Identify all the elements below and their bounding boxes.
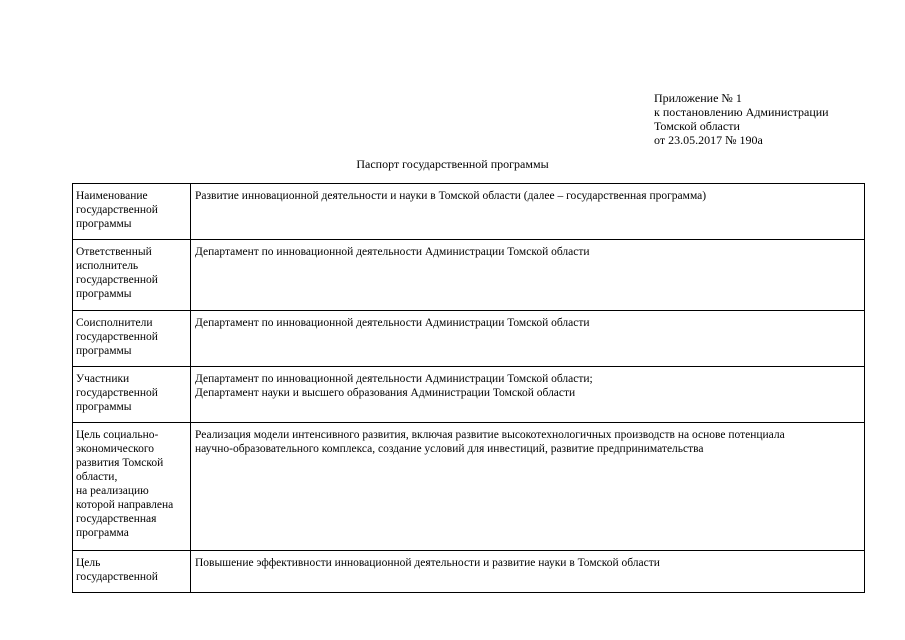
label-line: на реализацию — [76, 485, 149, 497]
label-line: развития Томской — [76, 457, 164, 469]
appendix-line: к постановлению Администрации — [654, 105, 829, 119]
appendix-line: Приложение № 1 — [654, 91, 742, 105]
row-label — [73, 423, 191, 551]
value-line: Департамент по инновационной деятельности Администрации Томской области — [195, 246, 590, 258]
table-row — [73, 423, 865, 551]
label-line: исполнитель — [76, 260, 139, 272]
row-value — [191, 551, 865, 593]
row-label — [73, 240, 191, 311]
label-line: Наименование — [76, 190, 148, 202]
label-line: Участники — [76, 373, 130, 385]
value-line: Департамент науки и высшего образования Администрации Томской области — [195, 387, 576, 399]
label-line: Цель социально- — [76, 429, 159, 441]
row-label — [73, 551, 191, 593]
label-line: области, — [76, 471, 118, 483]
row-value — [191, 367, 865, 423]
label-line: Цель — [76, 557, 101, 569]
label-line: программы — [76, 288, 132, 300]
table-row — [73, 551, 865, 593]
value-line: Повышение эффективности инновационной деятельности и развитие науки в Томской области — [195, 557, 660, 569]
label-line: программы — [76, 401, 132, 413]
label-line: государственной — [76, 331, 158, 343]
label-line: государственная — [76, 513, 157, 525]
table-row — [73, 311, 865, 367]
value-line: Реализация модели интенсивного развития, включая развитие высокотехнологичных производств на основе потенциала — [195, 429, 785, 441]
appendix-header — [654, 91, 829, 147]
appendix-line: от 23.05.2017 № 190а — [654, 133, 763, 147]
label-line: которой направлена — [76, 499, 174, 511]
label-line: Соисполнители — [76, 317, 153, 329]
row-label — [73, 311, 191, 367]
value-line: Департамент по инновационной деятельности Администрации Томской области — [195, 317, 590, 329]
appendix-line: Томской области — [654, 119, 740, 133]
label-line: государственной — [76, 274, 158, 286]
table-row — [73, 240, 865, 311]
row-value — [191, 184, 865, 240]
table-row — [73, 367, 865, 423]
document-title: Паспорт государственной программы — [356, 157, 549, 171]
label-line: экономического — [76, 443, 155, 455]
table-row — [73, 184, 865, 240]
value-line: Развитие инновационной деятельности и науки в Томской области (далее – государственная программа) — [195, 190, 707, 202]
label-line: Ответственный — [76, 246, 152, 258]
value-line: Департамент по инновационной деятельности Администрации Томской области; — [195, 373, 593, 385]
row-value — [191, 423, 865, 551]
passport-table — [72, 183, 865, 593]
label-line: программы — [76, 218, 132, 230]
label-line: государственной — [76, 387, 158, 399]
label-line: государственной — [76, 571, 158, 583]
value-line: научно-образовательного комплекса, создание условий для инвестиций, развитие предпринимательства — [195, 443, 704, 455]
row-value — [191, 240, 865, 311]
label-line: программы — [76, 345, 132, 357]
row-label — [73, 184, 191, 240]
label-line: государственной — [76, 204, 158, 216]
label-line: программа — [76, 527, 129, 539]
row-label — [73, 367, 191, 423]
row-value — [191, 311, 865, 367]
